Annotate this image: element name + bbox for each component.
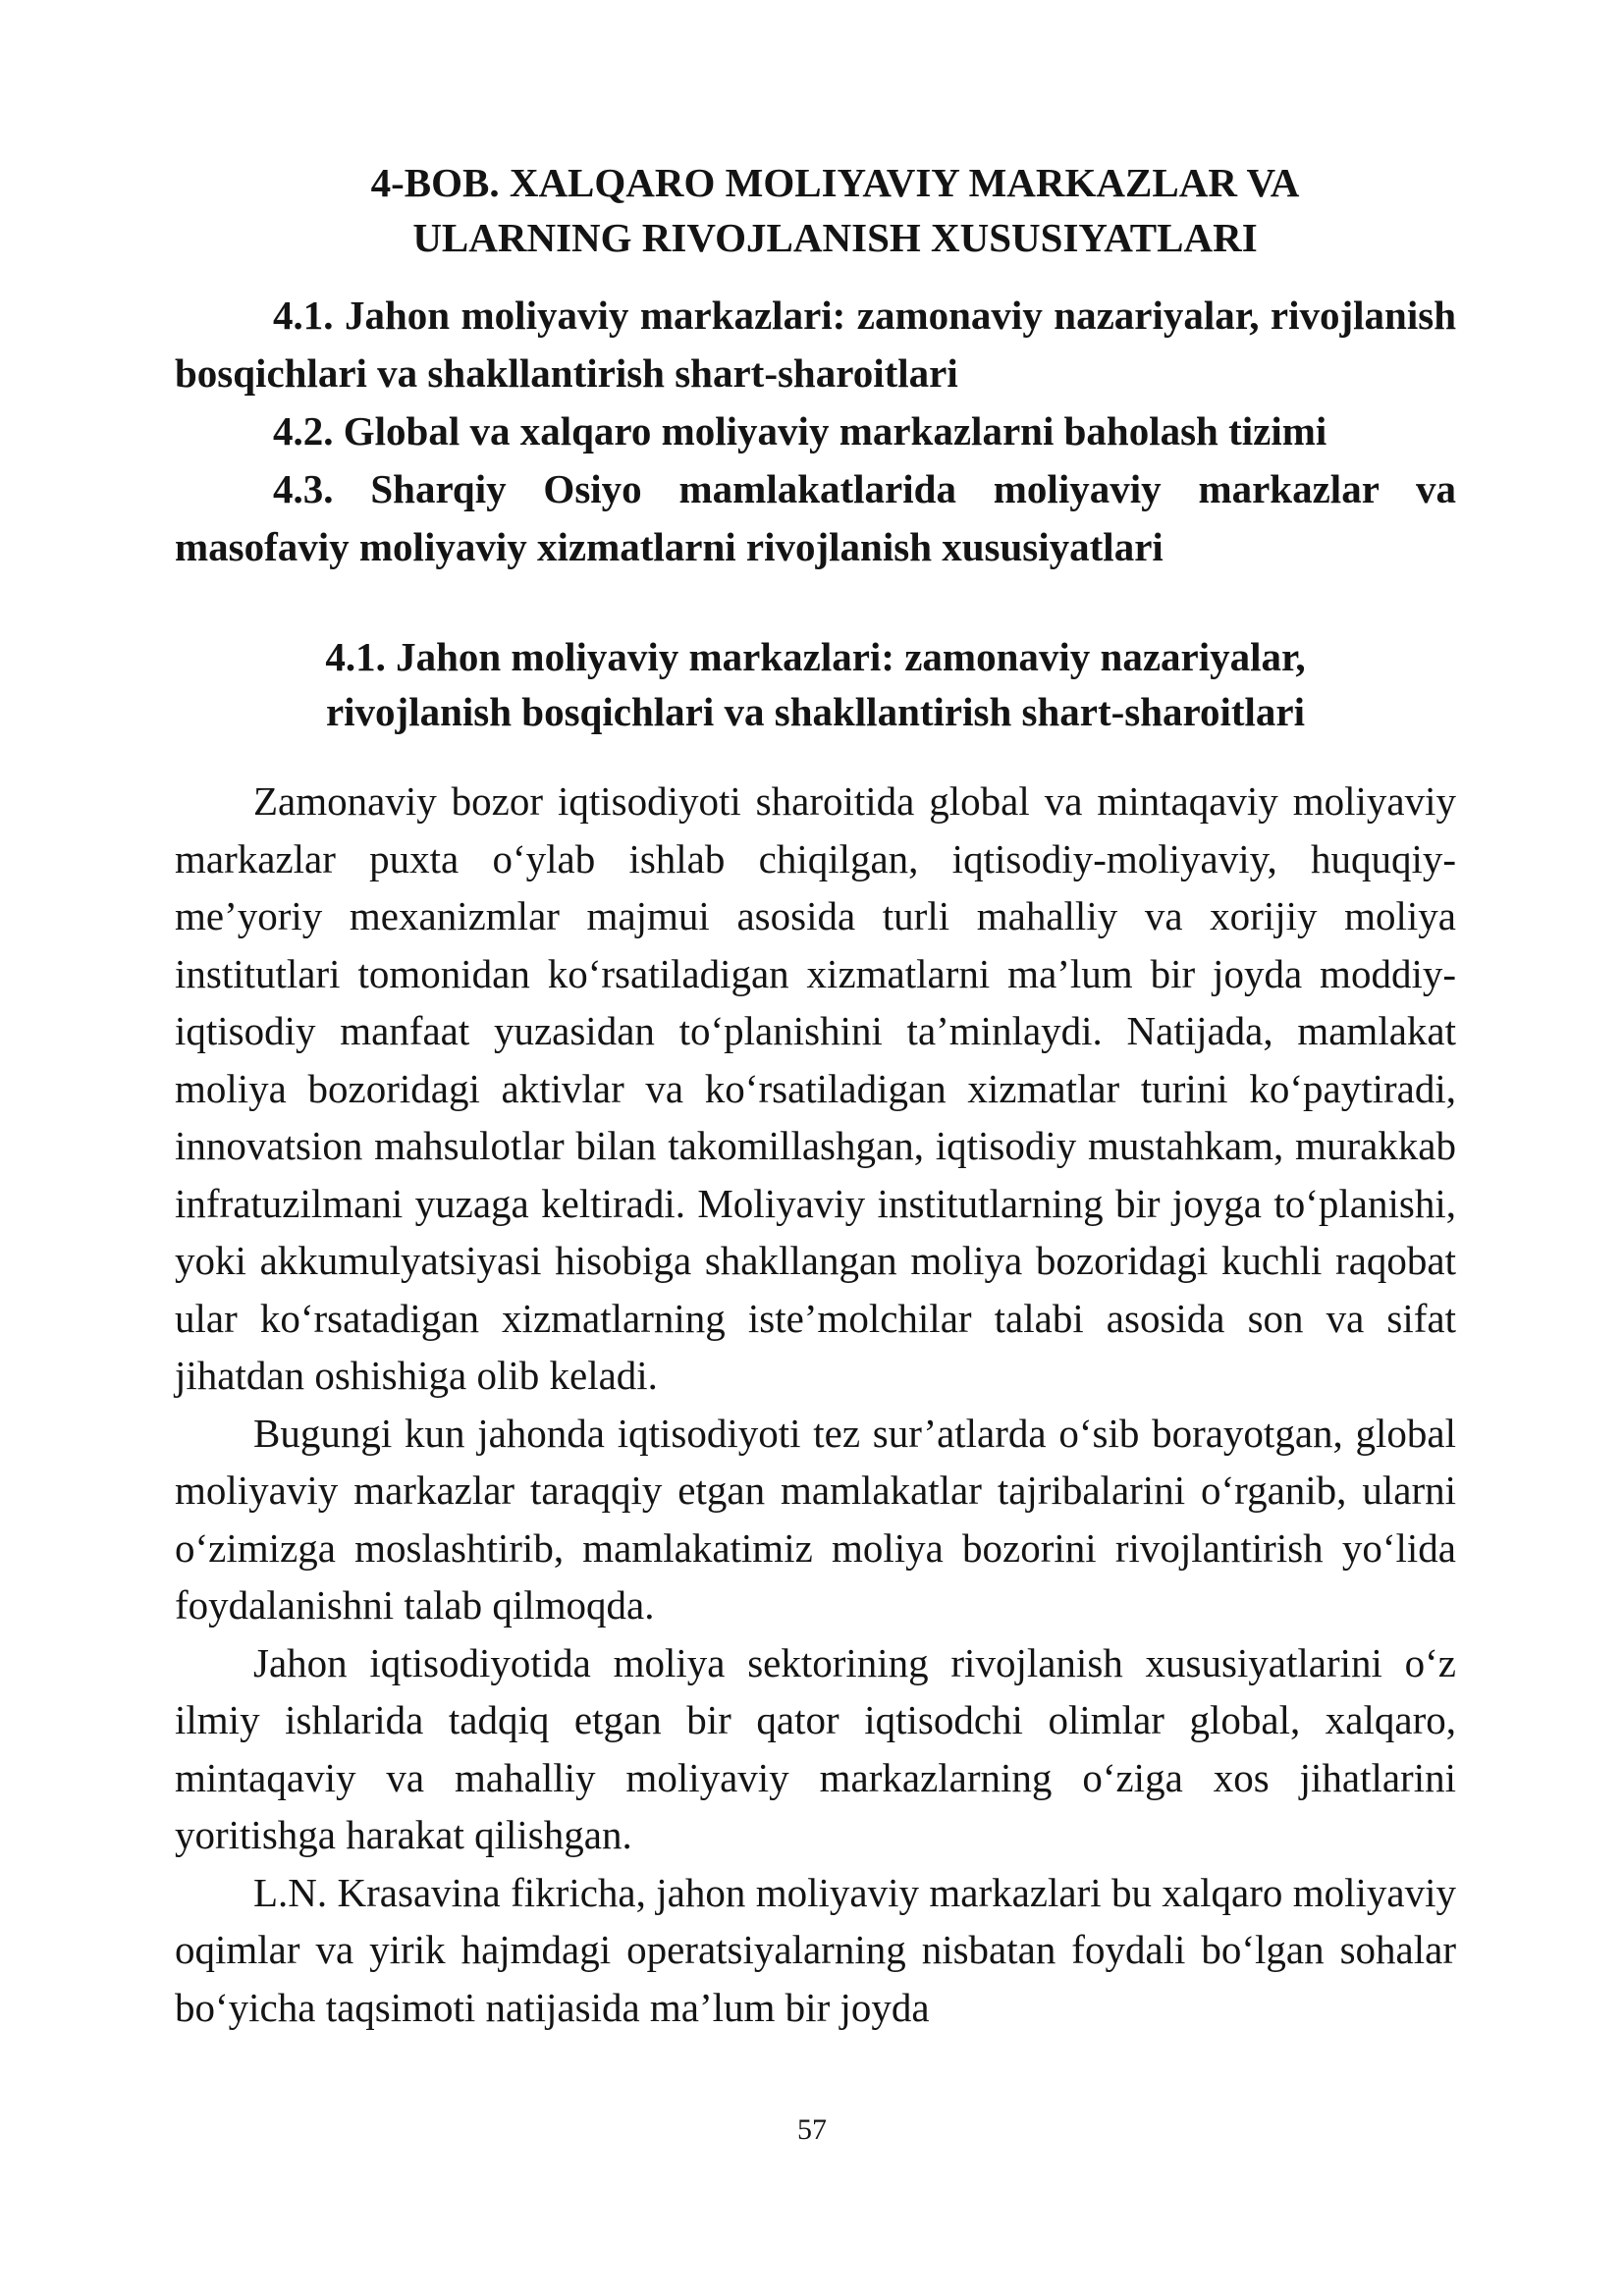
body-paragraph: Bugungi kun jahonda iqtisodiyoti tez sur’atlarda o‘sib borayotgan, global moliyaviy markazlar taraqqiy etgan mamlakatlar tajribalarini o‘rganib, ularni o‘zimizga moslashtirib, mamlakatimiz moliya bozorini rivojlantirish yo‘lida foydalanishni talab qilmoqda. (175, 1410, 1456, 1629)
chapter-title-line-2: ULARNING RIVOJLANISH XUSUSIYATLARI (412, 215, 1258, 260)
section-list (175, 287, 1456, 576)
chapter-title-line-1: 4-BOB. XALQARO MOLIYAVIY MARKAZLAR VA (370, 160, 1300, 205)
chapter-title (175, 155, 1456, 265)
section-list-item: 4.1. Jahon moliyaviy markazlari: zamonaviy nazariyalar, rivojlanish bosqichlari va shakllantirish shart-sharoitlari (175, 293, 1456, 396)
body-paragraph: Jahon iqtisodiyotida moliya sektorining rivojlanish xususiyatlarini o‘z ilmiy ishlarida tadqiq etgan bir qator iqtisodchi olimlar global, xalqaro, mintaqaviy va mahalliy moliyaviy markazlarning o‘ziga xos jihatlarini yoritishga harakat qilishgan. (175, 1639, 1456, 1858)
section-heading-line-2: rivojlanish bosqichlari va shakllantirish shart-sharoitlari (325, 689, 1306, 734)
body-paragraph: L.N. Krasavina fikricha, jahon moliyaviy markazlari bu xalqaro moliyaviy oqimlar va yirik hajmdagi operatsiyalarning nisbatan foydali bo‘lgan sohalar bo‘yicha taqsimoti natijasida ma’lum bir joyda (175, 1869, 1456, 2030)
section-list-item: 4.2. Global va xalqaro moliyaviy markazlarni baholash tizimi (273, 408, 1327, 454)
page-content (175, 155, 1456, 2036)
section-heading-line-1: 4.1. Jahon moliyaviy markazlari: zamonaviy nazariyalar, (325, 634, 1306, 679)
body-paragraph: Zamonaviy bozor iqtisodiyoti sharoitida global va mintaqaviy moliyaviy markazlar puxta o‘ylab ishlab chiqilgan, iqtisodiy-moliyaviy, huquqiy-me’yoriy mexanizmlar majmui asosida turli mahalliy va xorijiy moliya institutlari tomonidan ko‘rsatiladigan xizmatlarni ma’lum bir joyda moddiy-iqtisodiy manfaat yuzasidan to‘planishini ta’minlaydi. Natijada, mamlakat moliya bozoridagi aktivlar va ko‘rsatiladigan xizmatlar turini ko‘paytiradi, innovatsion mahsulotlar bilan takomillashgan, iqtisodiy mustahkam, murakkab infratuzilmani yuzaga keltiradi. Moliyaviy institutlarning bir joyga to‘planishi, yoki akkumulyatsiyasi hisobiga shakllangan moliya bozoridagi kuchli raqobat ular ko‘rsatadigan xizmatlarning iste’molchilar talabi asosida son va sifat jihatdan oshishiga olib keladi. (175, 778, 1456, 1399)
section-heading (175, 629, 1456, 739)
section-list-item: 4.3. Sharqiy Osiyo mamlakatlarida moliyaviy markazlar va masofaviy moliyaviy xizmatlarni rivojlanish xususiyatlari (175, 466, 1456, 569)
body-text (175, 773, 1456, 2036)
page-number: 57 (797, 2113, 827, 2146)
